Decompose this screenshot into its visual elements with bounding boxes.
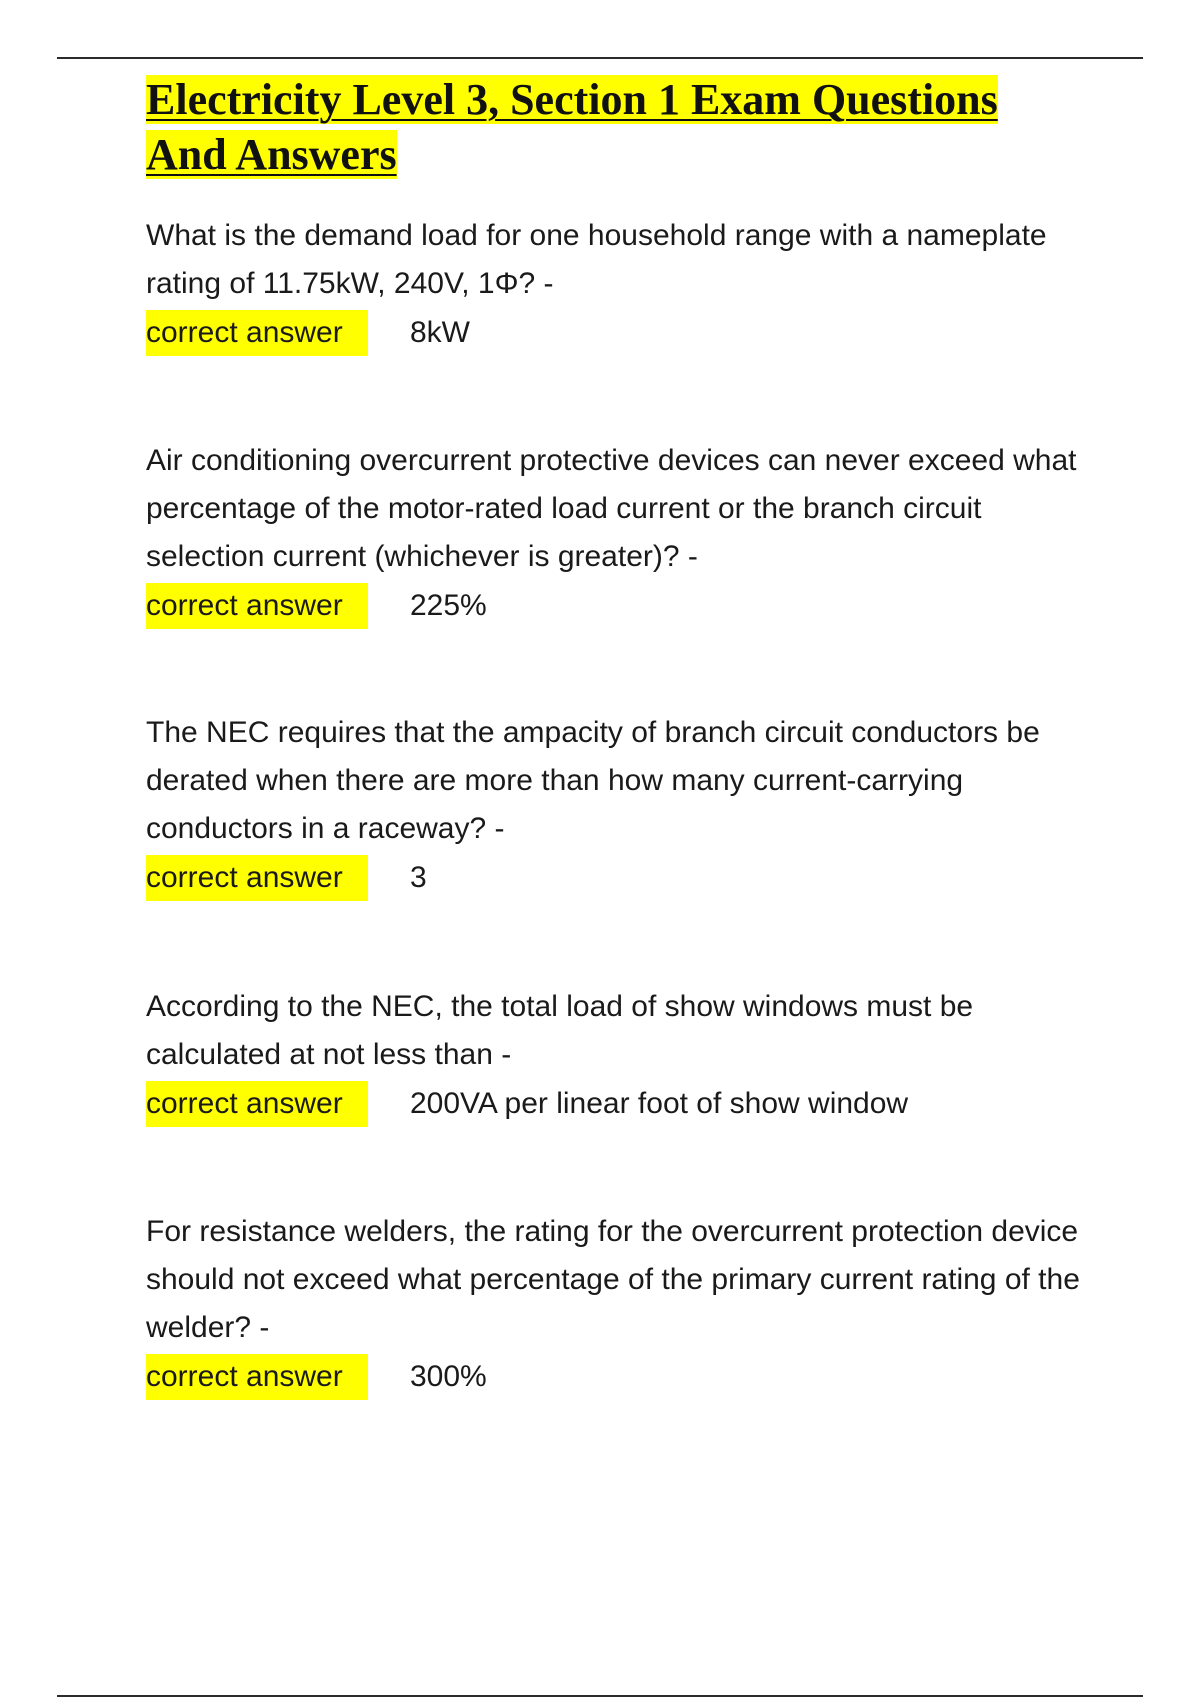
answer-label: correct answer (146, 855, 368, 901)
question-text: For resistance welders, the rating for the overcurrent protection device should not exceed what percentage of the primary current rating of the welder? - (146, 1215, 1080, 1344)
answer-value: 8kW (410, 316, 470, 349)
answer-label: correct answer (146, 310, 368, 356)
top-rule (57, 57, 1143, 59)
answer-line (146, 1352, 1086, 1402)
question-text: The NEC requires that the ampacity of branch circuit conductors be derated when there are more than how many current-carrying conductors in a raceway? - (146, 716, 1040, 845)
question-text: Air conditioning overcurrent protective devices can never exceed what percentage of the motor-rated load current or the branch circuit selection current (whichever is greater)? - (146, 444, 1077, 573)
answer-value: 200VA per linear foot of show window (410, 1087, 909, 1120)
answer-label: correct answer (146, 1081, 368, 1127)
qa-item-4 (146, 983, 1086, 1129)
question-text: What is the demand load for one household range with a nameplate rating of 11.75kW, 240V, 1Φ? - (146, 219, 1047, 300)
qa-item-2 (146, 437, 1086, 631)
qa-item-5 (146, 1208, 1086, 1402)
answer-line (146, 1079, 1086, 1129)
qa-item-1 (146, 212, 1086, 358)
answer-value: 225% (410, 589, 487, 622)
question-text: According to the NEC, the total load of show windows must be calculated at not less than - (146, 990, 974, 1071)
document-title-text: Electricity Level 3, Section 1 Exam Questions And Answers (146, 75, 998, 179)
answer-line (146, 581, 1086, 631)
document-title (146, 72, 1086, 182)
answer-line (146, 853, 1086, 903)
answer-value: 300% (410, 1360, 487, 1393)
answer-line (146, 308, 1086, 358)
document-body (146, 72, 1086, 1393)
answer-value: 3 (410, 861, 427, 894)
answer-label: correct answer (146, 583, 368, 629)
bottom-rule (57, 1695, 1143, 1697)
qa-item-3 (146, 709, 1086, 903)
answer-label: correct answer (146, 1354, 368, 1400)
